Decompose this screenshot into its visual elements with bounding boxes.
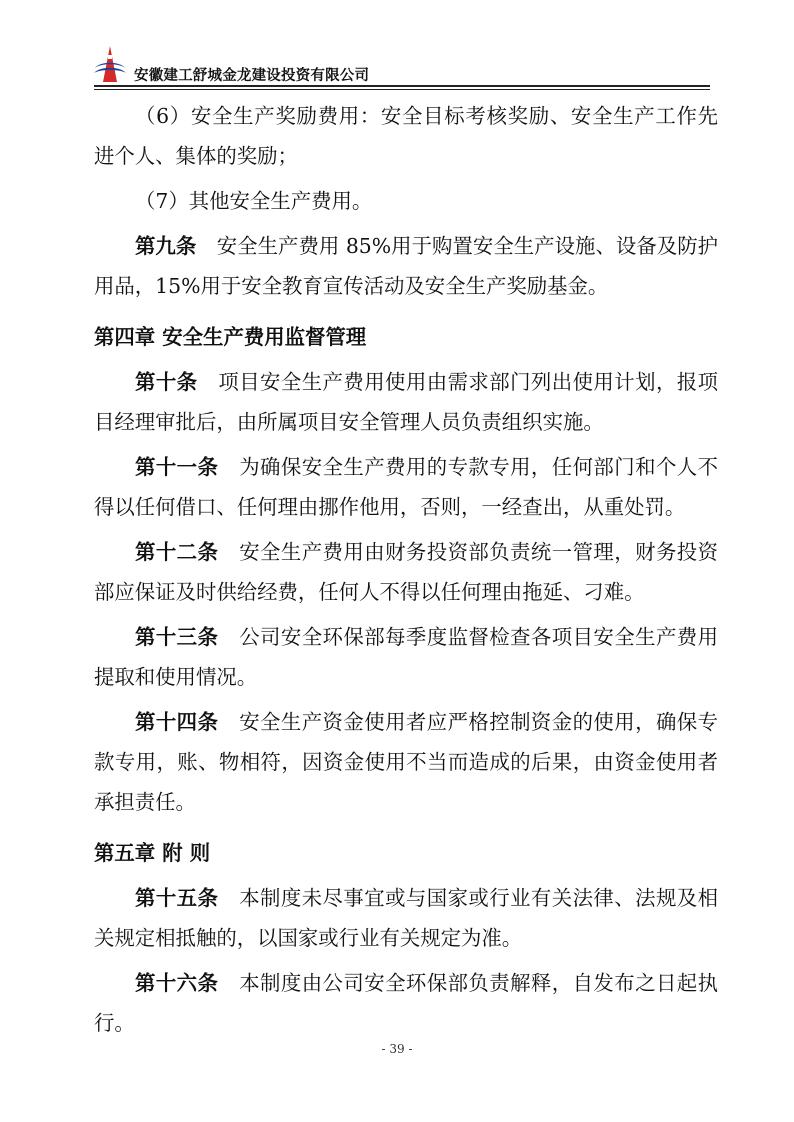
article-14: [94, 702, 718, 822]
article-12: [94, 532, 718, 612]
article-label: 第十二条: [135, 540, 219, 564]
article-text: 本制度未尽事宜或与国家或行业有关法律、法规及相关规定相抵触的，以国家或行业有关规定为准。: [94, 886, 719, 950]
header-rule-thin: [94, 89, 710, 90]
chapter-4-heading: 第四章 安全生产费用监督管理: [94, 325, 367, 349]
article-label: 第十五条: [135, 886, 219, 910]
article-text: 为确保安全生产费用的专款专用，任何部门和个人不得以任何借口、任何理由挪作他用，否则，一经查出，从重处罚。: [94, 455, 719, 519]
paragraph-item-7: （7）其他安全生产费用。: [135, 189, 373, 213]
article-13: [94, 617, 718, 697]
chapter-5-heading: 第五章 附 则: [94, 841, 211, 865]
article-label: 第十三条: [135, 625, 219, 649]
article-10: [94, 362, 718, 442]
page-number: - 39 -: [381, 1042, 413, 1056]
article-text: 项目安全生产费用使用由需求部门列出使用计划，报项目经理审批后，由所属项目安全管理人员负责组织实施。: [94, 370, 719, 434]
article-label: 第十条: [135, 370, 198, 394]
article-label: 第十四条: [135, 710, 219, 734]
article-16: [94, 963, 718, 1043]
article-label: 第九条: [135, 234, 197, 258]
article-11: [94, 447, 718, 527]
document-body: [94, 96, 718, 1043]
article-text: 安全生产费用 85%用于购置安全生产设施、设备及防护用品，15%用于安全教育宣传活动及安全生产奖励基金。: [94, 234, 719, 298]
article-9: [94, 226, 718, 306]
company-name: 安徽建工舒城金龙建设投资有限公司: [134, 68, 370, 84]
article-15: [94, 878, 718, 958]
article-text: 安全生产费用由财务投资部负责统一管理，财务投资部应保证及时供给经费，任何人不得以任何理由拖延、刁难。: [94, 540, 719, 604]
article-text: 本制度由公司安全环保部负责解释，自发布之日起执行。: [94, 971, 719, 1035]
article-text: 公司安全环保部每季度监督检查各项目安全生产费用提取和使用情况。: [94, 625, 719, 689]
paragraph-item-6: （6）安全生产奖励费用：安全目标考核奖励、安全生产工作先进个人、集体的奖励；: [94, 104, 718, 168]
article-text: 安全生产资金使用者应严格控制资金的使用，确保专款专用，账、物相符，因资金使用不当而造成的后果，由资金使用者承担责任。: [94, 710, 719, 814]
article-label: 第十一条: [135, 455, 219, 479]
header-rule-thick: [94, 85, 710, 87]
article-label: 第十六条: [135, 971, 219, 995]
company-logo-icon: [94, 46, 126, 82]
